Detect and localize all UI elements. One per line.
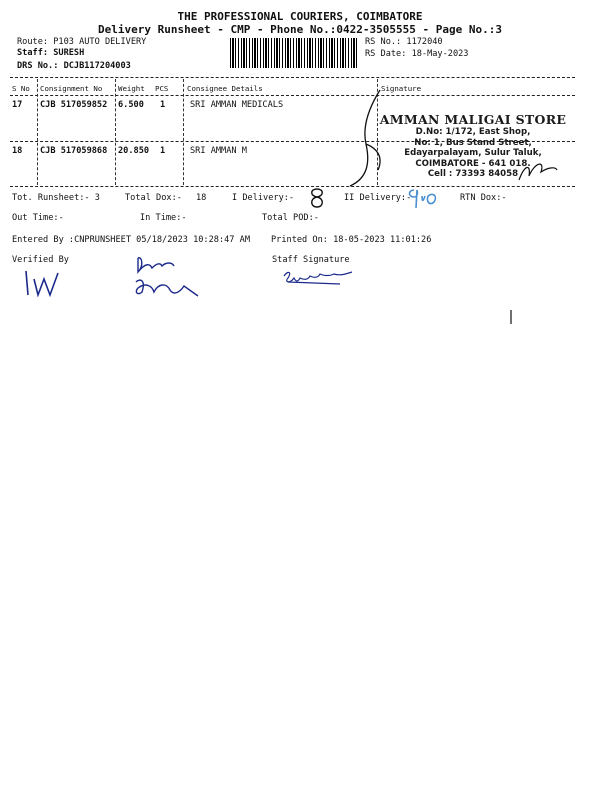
- header-pcs: PCS: [155, 84, 169, 93]
- header-consignee: Consignee Details: [187, 84, 263, 93]
- header-signature: Signature: [381, 84, 422, 93]
- stamp-phone: Cell : 73393 84058: [427, 169, 519, 179]
- total-dox-label: Total Dox:-: [125, 193, 182, 203]
- column-divider: [115, 79, 116, 185]
- stamp-address-line: No: 1, Bus Stand Street,: [414, 137, 532, 148]
- out-time-label: Out Time:-: [12, 213, 64, 223]
- drs-number: DRS No.: DCJB117204003: [17, 61, 131, 71]
- stray-pen-mark: [508, 308, 514, 326]
- printed-on: Printed On: 18-05-2023 11:01:26: [271, 235, 432, 245]
- header-sno: S No: [12, 84, 30, 93]
- verified-by-label: Verified By: [12, 255, 69, 265]
- row-pcs: 1: [160, 100, 166, 110]
- header-consignment: Consignment No: [40, 84, 103, 93]
- route-text: Route: P103 AUTO DELIVERY: [17, 37, 147, 47]
- stamp-signature: [515, 158, 560, 186]
- staff-text: Staff: SURESH: [17, 48, 85, 58]
- handwritten-dox-count: [406, 186, 440, 212]
- ii-delivery-label: II Delivery:-: [344, 193, 412, 203]
- table-bottom-rule: [10, 186, 575, 187]
- rtn-dox-label: RTN Dox:-: [460, 193, 507, 203]
- total-pod-label: Total POD:-: [262, 213, 319, 223]
- barcode: [230, 38, 358, 68]
- row-sno: 18: [12, 146, 23, 156]
- handwritten-eight: [307, 186, 327, 210]
- stamp-address-line: Edayarpalayam, Sulur Taluk,: [404, 148, 542, 158]
- column-divider: [183, 79, 184, 185]
- rs-date: RS Date: 18-May-2023: [365, 49, 469, 59]
- staff-signature-label: Staff Signature: [272, 255, 350, 265]
- company-title: THE PROFESSIONAL COURIERS, COIMBATORE: [177, 10, 423, 23]
- table-header-rule: [10, 95, 575, 96]
- i-delivery-label: I Delivery:-: [232, 193, 295, 203]
- header-weight: Weight: [118, 84, 145, 93]
- table-top-rule: [10, 77, 575, 78]
- stamp-name: AMMAN MALIGAI STORE: [379, 112, 567, 127]
- row-sno: 17: [12, 100, 23, 110]
- entered-by: Entered By :CNPRUNSHEET 05/18/2023 10:28:47 AM: [12, 235, 250, 245]
- row-weight: 6.500: [118, 100, 144, 110]
- row-weight: 20.850: [118, 146, 150, 156]
- in-time-label: In Time:-: [140, 213, 187, 223]
- total-dox-value: 18: [196, 193, 207, 203]
- row-pcs: 1: [160, 146, 166, 156]
- row-consignee: SRI AMMAN MEDICALS: [190, 100, 284, 110]
- verifier-signature: [128, 252, 208, 302]
- stamp-address-line: D.No: 1/172, East Shop,: [415, 127, 531, 137]
- row-consignee: SRI AMMAN M: [190, 146, 247, 156]
- tot-runsheet: Tot. Runsheet:- 3: [12, 193, 100, 203]
- staff-signature: [280, 266, 360, 288]
- row-consignment: CJB 517059852: [40, 100, 108, 110]
- row-consignment: CJB 517059868: [40, 146, 108, 156]
- rs-number: RS No.: 1172040: [365, 37, 443, 47]
- stamp-address-line: COIMBATORE - 641 018.: [415, 158, 531, 169]
- verifier-initials: [20, 265, 70, 301]
- runsheet-subtitle: Delivery Runsheet - CMP - Phone No.:0422-3505555 - Page No.:3: [98, 23, 502, 36]
- column-divider: [37, 79, 38, 185]
